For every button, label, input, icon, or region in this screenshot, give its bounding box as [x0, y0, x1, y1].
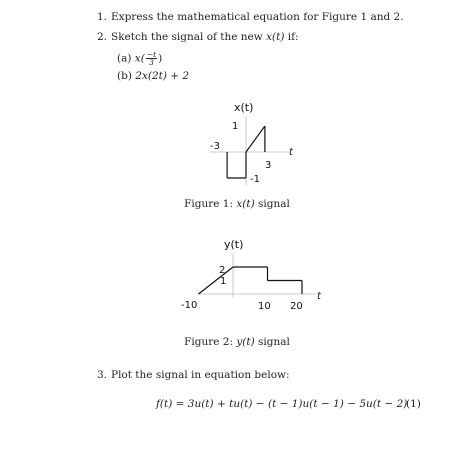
question-1-number: 1. [97, 11, 108, 23]
part-a-label: (a) [117, 52, 132, 65]
figure-2-segment-0 [199, 267, 234, 294]
question-2-text: Sketch the signal of the new x(t) if: [111, 31, 299, 43]
figure-1-label-neg1: -1 [250, 174, 260, 185]
question-2-number: 2. [97, 31, 108, 43]
figure-2-label-2: 2 [219, 265, 226, 276]
figure-1-label-t: t [289, 147, 293, 158]
figure-2-label-10: 10 [258, 301, 271, 312]
figure-2-caption: Figure 2: y(t) signal [184, 336, 290, 348]
figure-2-label-1: 1 [220, 276, 227, 287]
figure-2-plot [170, 232, 330, 317]
question-3-text: Plot the signal in equation below: [111, 369, 290, 381]
question-1-text: Express the mathematical equation for Figure 1 and 2. [111, 11, 404, 23]
question-3-number: 3. [97, 369, 108, 381]
figure-1-label-1: 1 [232, 121, 239, 132]
part-a: (a) x( $\frac{-t}{3}$ ) [117, 50, 163, 67]
figure-1-segment-3 [246, 126, 265, 152]
figure-1-label-neg3: -3 [210, 141, 220, 152]
part-b [117, 70, 189, 83]
figure-1-caption: Figure 1: x(t) signal [184, 198, 290, 210]
equation-1-number: (1) [406, 398, 421, 410]
figure-1-plot [190, 95, 310, 190]
figure-2-label-t: t [317, 291, 321, 302]
equation-1: f(t) = 3u(t) + tu(t) − (t − 1)u(t − 1) − 5u(t − 2) [156, 398, 408, 410]
figure-2-label-20: 20 [290, 301, 303, 312]
figure-1-label-3: 3 [265, 160, 272, 171]
part-b-label: (b) [117, 70, 132, 82]
figure-1-title: x(t) [234, 101, 254, 114]
figure-2-label-neg10: -10 [181, 300, 198, 311]
figure-2-title: y(t) [224, 238, 244, 251]
part-b-expression: 2x(2t) + 2 [135, 70, 190, 82]
